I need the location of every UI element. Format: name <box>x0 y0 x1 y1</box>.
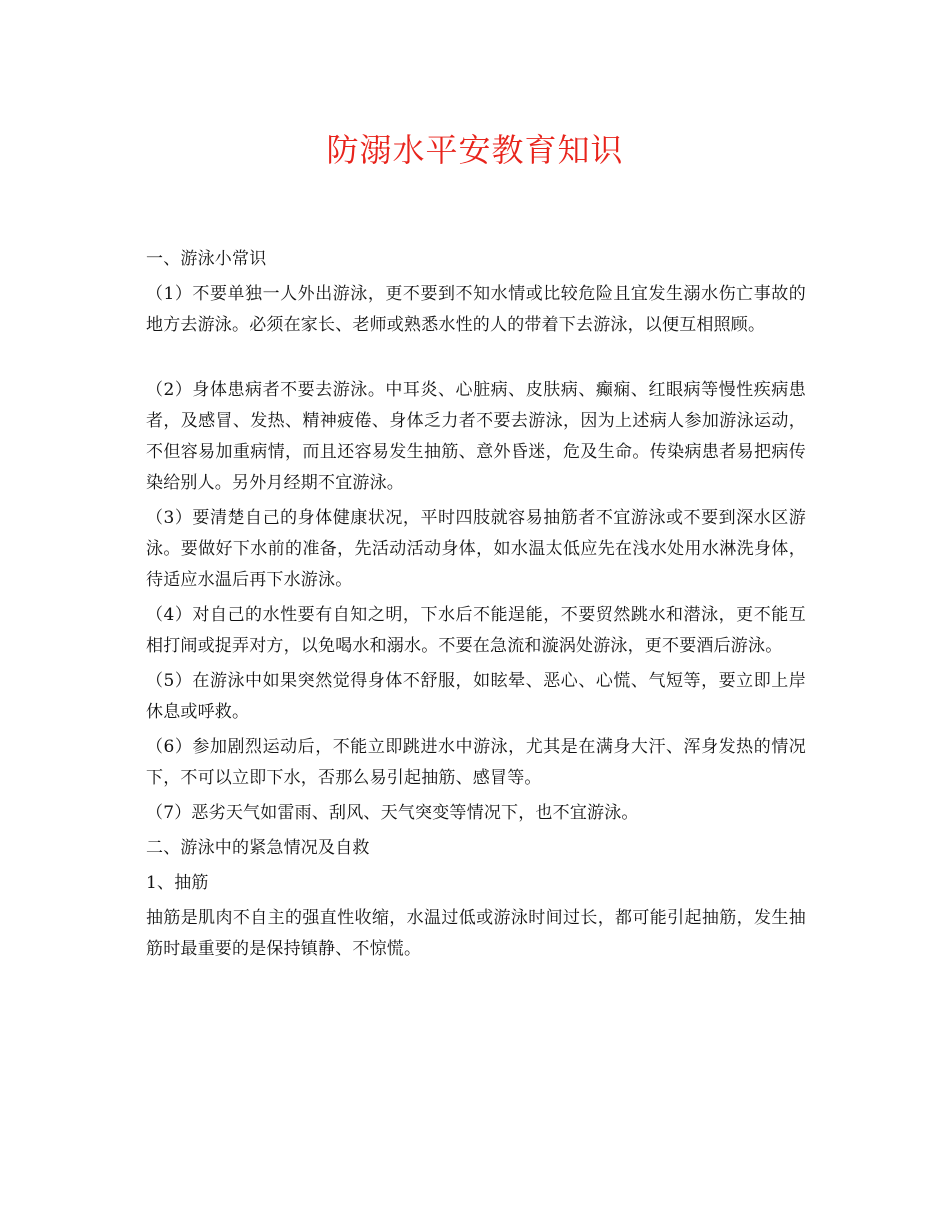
document-body <box>146 244 806 969</box>
paragraph-cramp: 抽筋是肌肉不自主的强直性收缩，水温过低或游泳时间过长，都可能引起抽筋，发生抽筋时最重要的是保持镇静、不惊慌。 <box>146 908 806 959</box>
paragraph-tip-1: （1）不要单独一人外出游泳，更不要到不知水情或比较危险且宜发生溺水伤亡事故的地方去游泳。必须在家长、老师或熟悉水性的人的带着下去游泳，以便互相照顾。 <box>146 284 806 335</box>
paragraph-tip-4: （4）对自己的水性要有自知之明，下水后不能逞能，不要贸然跳水和潜泳，更不能互相打闹或捉弄对方，以免喝水和溺水。不要在急流和漩涡处游泳，更不要酒后游泳。 <box>146 605 806 656</box>
paragraph-tip-2: （2）身体患病者不要去游泳。中耳炎、心脏病、皮肤病、癫痫、红眼病等慢性疾病患者，及感冒、发热、精神疲倦、身体乏力者不要去游泳，因为上述病人参加游泳运动，不但容易加重病情，而且还容易发生抽筋、意外昏迷，危及生命。传染病患者易把病传染给别人。另外月经期不宜游泳。 <box>146 380 806 493</box>
page-title: 防溺水平安教育知识 <box>326 131 624 169</box>
section-heading-swimming-tips: 一、游泳小常识 <box>146 249 267 269</box>
paragraph-tip-3: （3）要清楚自己的身体健康状况，平时四肢就容易抽筋者不宜游泳或不要到深水区游泳。要做好下水前的准备，先活动活动身体，如水温太低应先在浅水处用水淋洗身体，待适应水温后再下水游泳。 <box>146 508 806 590</box>
section-heading-emergency: 二、游泳中的紧急情况及自救 <box>146 838 370 858</box>
paragraph-tip-5: （5）在游泳中如果突然觉得身体不舒服，如眩晕、恶心、心慌、气短等，要立即上岸休息或呼救。 <box>146 671 806 722</box>
paragraph-tip-7: （7）恶劣天气如雷雨、刮风、天气突变等情况下，也不宜游泳。 <box>146 803 639 823</box>
subheading-cramp: 1、抽筋 <box>146 873 209 893</box>
paragraph-tip-6: （6）参加剧烈运动后，不能立即跳进水中游泳，尤其是在满身大汗、浑身发热的情况下，不可以立即下水，否那么易引起抽筋、感冒等。 <box>146 737 806 788</box>
